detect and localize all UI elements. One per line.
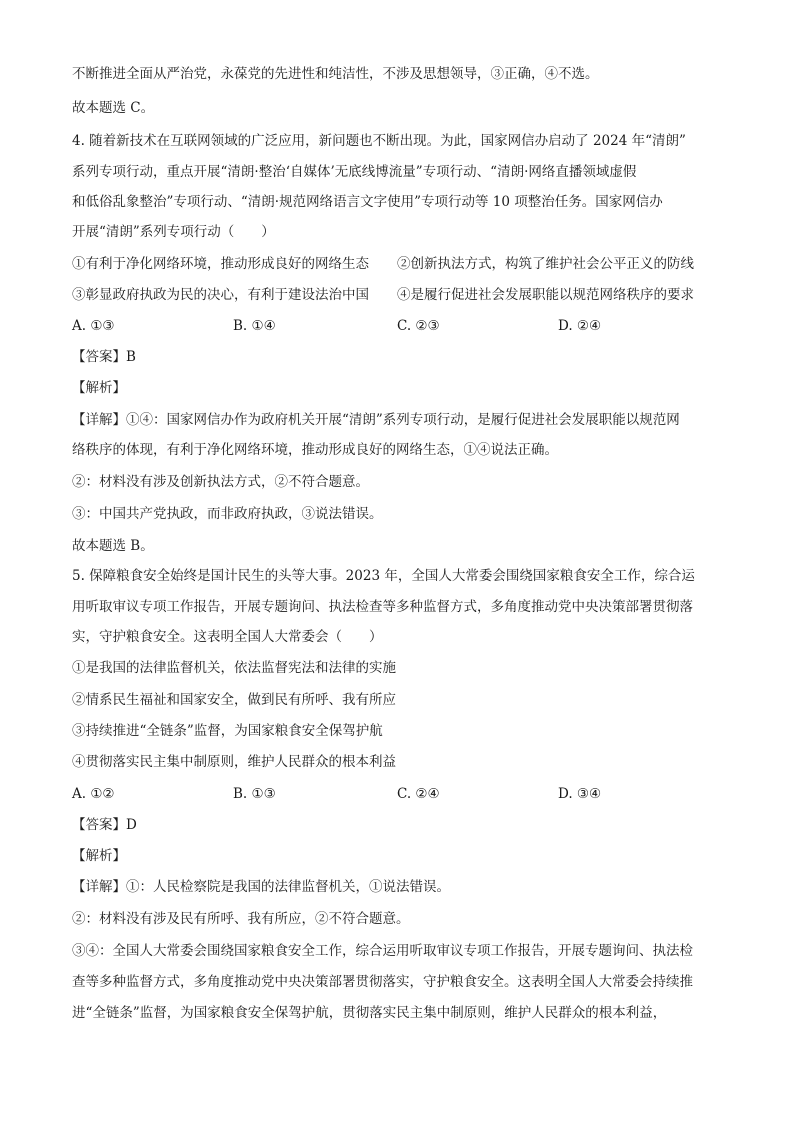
question-4-item: ④是履行促进社会发展职能以规范网络秩序的要求 (397, 287, 694, 303)
question-5-analysis-label: 【解析】 (72, 848, 126, 864)
question-4-option-a: A. ①③ (72, 318, 115, 334)
question-5-stem: 用听取审议专项工作报告，开展专题询问、执法检查等多种监督方式，多角度推动党中央决策部署贯彻落 (72, 599, 693, 615)
question-4-item: ②创新执法方式，构筑了维护社会公平正义的防线 (397, 256, 694, 272)
text-line: 故本题选 C。 (72, 100, 155, 116)
question-4-stem: 开展“清朗”系列专项行动（ ） (72, 224, 275, 240)
question-5-stem: 实，守护粮食安全。这表明全国人大常委会（ ） (72, 629, 383, 645)
question-5-option-b: B. ①③ (233, 786, 276, 802)
question-4-detail: 络秩序的体现，有利于净化网络环境，推动形成良好的网络生态，①④说法正确。 (72, 442, 558, 458)
question-5-item: ①是我国的法律监督机关，依法监督宪法和法律的实施 (72, 660, 396, 676)
question-4-analysis-label: 【解析】 (72, 380, 126, 396)
question-5-detail: 查等多种监督方式，多角度推动党中央决策部署贯彻落实，守护粮食安全。这表明全国人大常委会持续推 (72, 974, 693, 990)
question-4-stem: 和低俗乱象整治”专项行动、“清朗·规范网络语言文字使用”专项行动等 10 项整治任务。国家网信办 (72, 194, 663, 210)
question-4-option-b: B. ①④ (233, 318, 276, 334)
question-5-item: ③持续推进“全链条”监督，为国家粮食安全保驾护航 (72, 723, 383, 739)
question-5-option-d: D. ③④ (558, 786, 602, 802)
question-4-detail: ③：中国共产党执政，而非政府执政，③说法错误。 (72, 506, 383, 522)
question-4-option-d: D. ②④ (558, 318, 602, 334)
question-4-item: ③彰显政府执政为民的决心，有利于建设法治中国 (72, 287, 369, 303)
question-4-conclusion: 故本题选 B。 (72, 538, 154, 554)
question-4-option-c: C. ②③ (397, 318, 440, 334)
question-5-option-c: C. ②④ (397, 786, 440, 802)
question-4-stem: 系列专项行动，重点开展“清朗·整治‘自媒体’无底线博流量”专项行动、“清朗·网络直播领域虚假 (72, 164, 637, 180)
question-5-detail: 【详解】①：人民检察院是我国的法律监督机关，①说法错误。 (72, 879, 450, 895)
question-5-option-a: A. ①② (72, 786, 115, 802)
question-5-detail: ②：材料没有涉及民有所呼、我有所应，②不符合题意。 (72, 911, 410, 927)
question-4-stem: 4. 随着新技术在互联网领域的广泛应用，新问题也不断出现。为此，国家网信办启动了 2024 年“清朗” (72, 133, 686, 149)
question-5-item: ②情系民生福祉和国家安全，做到民有所呼、我有所应 (72, 692, 396, 708)
question-5-detail: ③④：全国人大常委会围绕国家粮食安全工作，综合运用听取审议专项工作报告，开展专题询问、执法检 (72, 943, 693, 959)
question-5-item: ④贯彻落实民主集中制原则，维护人民群众的根本利益 (72, 754, 396, 770)
question-5-answer: 【答案】D (72, 817, 137, 833)
question-5-stem: 5. 保障粮食安全始终是国计民生的头等大事。2023 年，全国人大常委会围绕国家粮食安全工作，综合运 (72, 568, 695, 584)
question-4-answer: 【答案】B (72, 349, 136, 365)
text-line: 不断推进全面从严治党，永葆党的先进性和纯洁性，不涉及思想领导，③正确，④不选。 (72, 66, 599, 82)
question-4-detail: ②：材料没有涉及创新执法方式，②不符合题意。 (72, 474, 369, 490)
question-4-detail: 【详解】①④：国家网信办作为政府机关开展“清朗”系列专项行动，是履行促进社会发展职能以规范网 (72, 412, 680, 428)
question-4-item: ①有利于净化网络环境，推动形成良好的网络生态 (72, 256, 369, 272)
question-5-detail: 进“全链条”监督，为国家粮食安全保驾护航，贯彻落实民主集中制原则，维护人民群众的根本利益， (72, 1005, 667, 1021)
